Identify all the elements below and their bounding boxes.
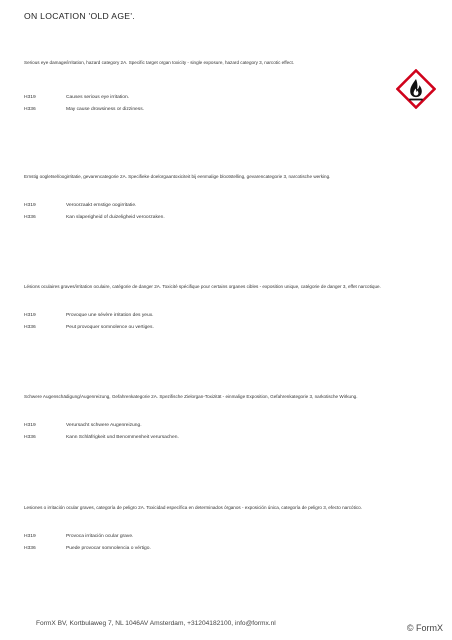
flammable-flame-icon bbox=[396, 69, 436, 109]
hazard-code: H336 bbox=[24, 325, 36, 331]
footer-address: FormX BV, Kortbulaweg 7, NL 1046AV Amsterdam, +31204182100, info@formx.nl bbox=[36, 620, 276, 627]
document-title: ON LOCATION 'OLD AGE'. bbox=[24, 11, 135, 21]
hazard-statement-row bbox=[24, 95, 386, 101]
hazard-text: Veroorzaakt ernstige oogirritatie. bbox=[66, 203, 137, 209]
hazard-statement-row bbox=[24, 534, 386, 540]
hazard-text: May cause drowsiness or dizziness. bbox=[66, 107, 145, 113]
hazard-description: Lesiones o irritación ocular graves, categoría de peligro 2A. Toxicidad específica en determinados órganos - exposición única, categoría de peligro 3, efecto narcótico. bbox=[24, 505, 363, 510]
hazard-code: H319 bbox=[24, 423, 36, 429]
hazard-statement-row bbox=[24, 215, 386, 221]
hazard-code: H319 bbox=[24, 534, 36, 540]
hazard-text: Causes serious eye irritation. bbox=[66, 95, 130, 101]
hazard-text: Verursacht schwere Augenreizung. bbox=[66, 423, 142, 429]
hazard-text: Provoque une sévère irritation des yeux. bbox=[66, 313, 154, 319]
hazard-code: H336 bbox=[24, 215, 36, 221]
hazard-code: H319 bbox=[24, 95, 36, 101]
hazard-section-de bbox=[24, 394, 386, 441]
hazard-section-en bbox=[24, 60, 386, 113]
hazard-text: Peut provoquer somnolence ou vertiges. bbox=[66, 325, 154, 331]
hazard-statement-row bbox=[24, 423, 386, 429]
hazard-code: H319 bbox=[24, 313, 36, 319]
hazard-section-fr bbox=[24, 284, 386, 331]
hazard-code: H336 bbox=[24, 107, 36, 113]
hazard-text: Puede provocar somnolencia o vértigo. bbox=[66, 546, 151, 552]
brand-mark: © FormX bbox=[406, 623, 443, 633]
hazard-code: H336 bbox=[24, 546, 36, 552]
hazard-statement-row bbox=[24, 435, 386, 441]
hazard-text: Kan slaperigheid of duizeligheid veroorzaken. bbox=[66, 215, 165, 221]
flammable-pictogram bbox=[396, 69, 436, 109]
hazard-section-nl bbox=[24, 174, 386, 221]
hazard-code: H336 bbox=[24, 435, 36, 441]
hazard-statement-row bbox=[24, 325, 386, 331]
hazard-description: Ernstig oogletsel/oogirritatie, gevarencategorie 2A. Specifieke doelorgaantoxiciteit bij eenmalige blootstelling, gevarencategorie 3, narcotische werking. bbox=[24, 174, 331, 179]
hazard-description: Lésions oculaires graves/irritation oculaire, catégorie de danger 2A. Toxicité spécifique pour certains organes cibles - exposition unique, catégorie de danger 3, effet narcotique. bbox=[24, 284, 381, 289]
hazard-description: Schwere Augenschädigung/Augenreizung, Gefahrenkategorie 2A. Spezifische Zielorgan-Toxizität - einmalige Exposition, Gefahrenkategorie 3, narkotische Wirkung. bbox=[24, 394, 358, 399]
hazard-text: Provoca irritación ocular grave. bbox=[66, 534, 134, 540]
hazard-section-es bbox=[24, 505, 386, 552]
hazard-statement-row bbox=[24, 546, 386, 552]
hazard-statement-row bbox=[24, 203, 386, 209]
hazard-code: H319 bbox=[24, 203, 36, 209]
hazard-text: Kann Schläfrigkeit und Benommenheit verursachen. bbox=[66, 435, 179, 441]
hazard-statement-row bbox=[24, 313, 386, 319]
hazard-statement-row bbox=[24, 107, 386, 113]
hazard-description: Serious eye damage/irritation, hazard category 2A. Specific target organ toxicity - single exposure, hazard category 3, narcotic effect. bbox=[24, 60, 295, 65]
